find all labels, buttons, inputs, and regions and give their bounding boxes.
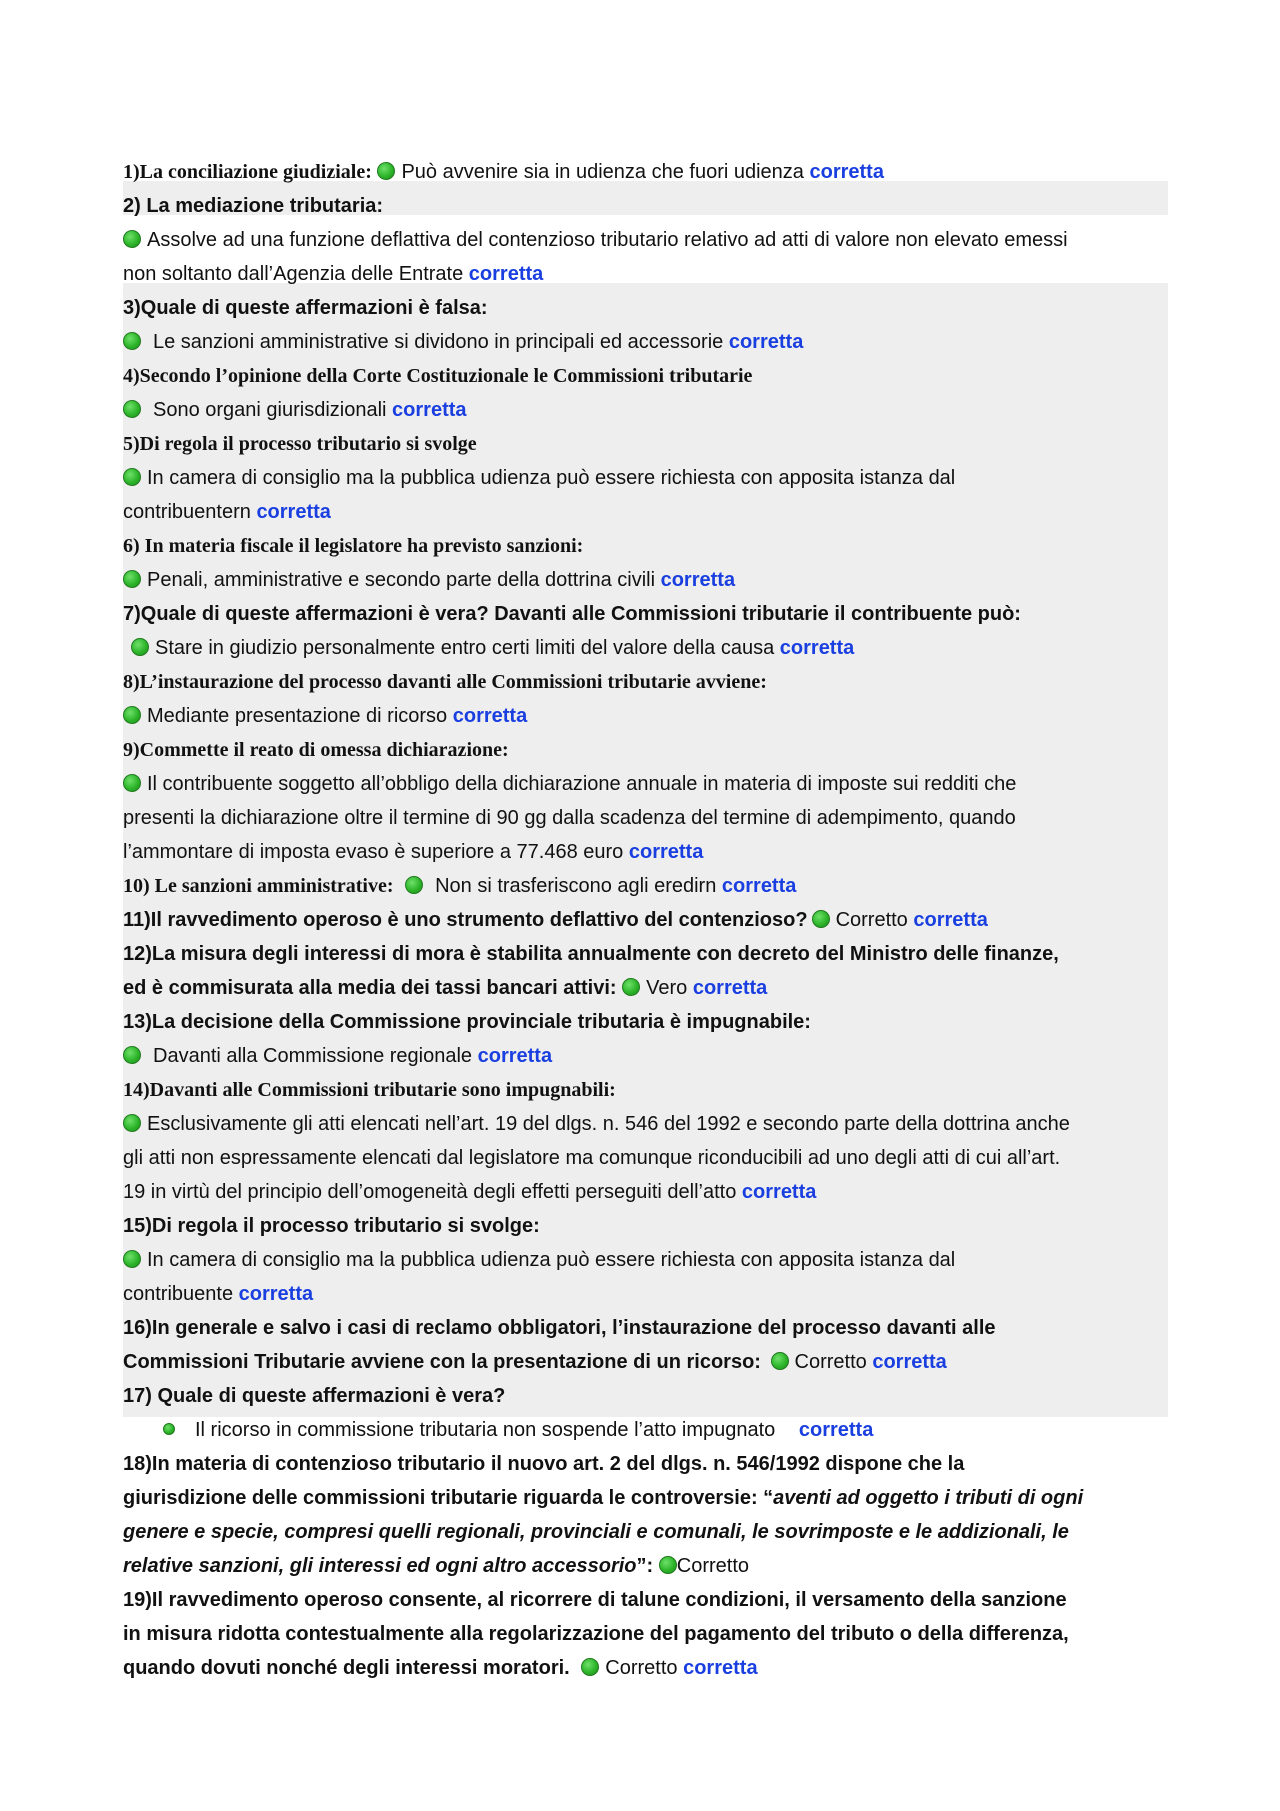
question-text: 2) La mediazione tributaria: [123, 195, 384, 217]
answer-text: contribuente [123, 1283, 234, 1305]
item-6-answer [123, 563, 1168, 597]
answer-text: Il ricorso in commissione tributaria non sospende l’atto impugnato [195, 1419, 776, 1441]
item-5-answer-cont [123, 495, 1168, 529]
green-circle-icon [123, 230, 141, 248]
item-7-question [123, 597, 1168, 631]
answer-text: Stare in giudizio personalmente entro certi limiti del valore della causa [155, 637, 775, 659]
answer-text: contribuentern [123, 501, 251, 523]
green-circle-icon [131, 638, 149, 656]
question-text: 14)Davanti alle Commissioni tributarie sono impugnabili: [123, 1079, 616, 1101]
item-18-question-cont [123, 1549, 1168, 1583]
question-text: 8)L’instaurazione del processo davanti alle Commissioni tributarie avviene: [123, 671, 767, 693]
answer-text: Mediante presentazione di ricorso [147, 705, 448, 727]
correct-label: corretta [741, 1181, 817, 1203]
item-13-question [123, 1005, 1168, 1039]
answer-text: Le sanzioni amministrative si dividono in principali ed accessorie [153, 331, 724, 353]
item-19-question-cont [123, 1651, 1168, 1685]
answer-text: l’ammontare di imposta evaso è superiore a 77.468 euro [123, 841, 624, 863]
answer-text: In camera di consiglio ma la pubblica udienza può essere richiesta con apposita istanza dal [147, 1249, 956, 1271]
correct-label: corretta [256, 501, 331, 523]
correct-label: corretta [798, 1419, 874, 1441]
correct-label: corretta [468, 263, 544, 285]
item-8-answer [123, 699, 1168, 733]
item-15-answer [123, 1243, 1168, 1277]
item-2-answer-cont [123, 257, 1168, 291]
item-2-question [123, 189, 1168, 223]
question-text: 15)Di regola il processo tributario si svolge: [123, 1215, 540, 1237]
correct-label: corretta [477, 1045, 553, 1067]
green-circle-icon [123, 468, 141, 486]
question-text: 11)Il ravvedimento operoso è uno strumento deflattivo del contenzioso? [123, 909, 808, 931]
green-circle-icon [123, 774, 141, 792]
answer-text: Sono organi giurisdizionali [153, 399, 387, 421]
answer-text: Può avvenire sia in udienza che fuori udienza [401, 161, 804, 183]
question-text: 16)In generale e salvo i casi di reclamo obbligatori, l’instaurazione del processo davanti alle [123, 1317, 996, 1339]
answer-text: Corretto [676, 1555, 749, 1577]
correct-label: corretta [238, 1283, 314, 1305]
answer-text: Vero [646, 977, 688, 999]
item-5-question [123, 427, 1168, 461]
item-17-answer [123, 1413, 1168, 1447]
item-8-question [123, 665, 1168, 699]
question-text: 10) Le sanzioni amministrative: [123, 875, 394, 897]
item-9-answer-cont [123, 801, 1168, 835]
item-14-answer-cont [123, 1175, 1168, 1209]
green-circle-icon [622, 978, 640, 996]
question-text: ”: [636, 1555, 654, 1577]
green-circle-icon [771, 1352, 789, 1370]
green-circle-icon [123, 706, 141, 724]
item-4-question [123, 359, 1168, 393]
question-text: ed è commisurata alla media dei tassi bancari attivi: [123, 977, 617, 999]
answer-text: Corretto [835, 909, 908, 931]
item-15-answer-cont [123, 1277, 1168, 1311]
green-circle-icon [123, 332, 141, 350]
correct-label: corretta [779, 637, 855, 659]
question-text: 4)Secondo l’opinione della Corte Costituzionale le Commissioni tributarie [123, 365, 753, 387]
question-text: Commissioni Tributarie avviene con la presentazione di un ricorso: [123, 1351, 761, 1373]
correct-label: corretta [452, 705, 528, 727]
green-circle-icon [405, 876, 423, 894]
item-17-question [123, 1379, 1168, 1413]
question-text: 6) In materia fiscale il legislatore ha previsto sanzioni: [123, 535, 584, 557]
item-7-answer [123, 631, 1168, 665]
question-text: 1)La conciliazione giudiziale: [123, 161, 372, 183]
answer-text: Non si trasferiscono agli eredirn [435, 875, 717, 897]
correct-label: corretta [392, 399, 467, 421]
question-text: 3)Quale di queste affermazioni è falsa: [123, 297, 488, 319]
question-text: 17) Quale di queste affermazioni è vera? [123, 1385, 506, 1407]
answer-text: Penali, amministrative e secondo parte della dottrina civili [147, 569, 656, 591]
item-1 [123, 155, 1168, 189]
item-12-question [123, 937, 1168, 971]
answer-text: Corretto [794, 1351, 867, 1373]
correct-label: corretta [660, 569, 736, 591]
question-text: quando dovuti nonché degli interessi moratori. [123, 1657, 570, 1679]
answer-text: presenti la dichiarazione oltre il termine di 90 gg dalla scadenza del termine di adempimento, quando [123, 807, 1016, 829]
correct-label: corretta [913, 909, 988, 931]
item-11 [123, 903, 1168, 937]
question-text: 18)In materia di contenzioso tributario il nuovo art. 2 del dlgs. n. 546/1992 dispone che la [123, 1453, 965, 1475]
item-14-answer-cont [123, 1141, 1168, 1175]
item-2-answer [123, 223, 1168, 257]
green-circle-icon [123, 1114, 141, 1132]
item-9-answer-cont [123, 835, 1168, 869]
item-4-answer [123, 393, 1168, 427]
green-circle-icon [123, 570, 141, 588]
item-19-question-cont [123, 1617, 1168, 1651]
green-circle-icon [123, 400, 141, 418]
item-19-question [123, 1583, 1168, 1617]
question-text: 7)Quale di queste affermazioni è vera? Davanti alle Commissioni tributarie il contribuente può: [123, 603, 1021, 625]
correct-label: corretta [692, 977, 768, 999]
item-18-question [123, 1447, 1168, 1481]
answer-text: Esclusivamente gli atti elencati nell’art. 19 del dlgs. n. 546 del 1992 e secondo parte della dottrina anche [147, 1113, 1070, 1135]
answer-text: 19 in virtù del principio dell’omogeneità degli effetti perseguiti dell’atto [123, 1181, 737, 1203]
correct-label: corretta [872, 1351, 947, 1373]
green-circle-icon [123, 1046, 141, 1064]
correct-label: corretta [809, 161, 884, 183]
green-circle-icon [581, 1658, 599, 1676]
quoted-text: aventi ad oggetto i tributi di ogni [773, 1487, 1084, 1509]
quiz-content [123, 155, 1168, 1685]
correct-label: corretta [721, 875, 797, 897]
item-18-question-cont [123, 1481, 1168, 1515]
item-18-question-cont [123, 1515, 1168, 1549]
item-16-question-cont [123, 1345, 1168, 1379]
question-text: giurisdizione delle commissioni tributarie riguarda le controversie: “ [123, 1487, 774, 1509]
green-circle-icon [163, 1423, 175, 1435]
item-9-question [123, 733, 1168, 767]
item-9-answer [123, 767, 1168, 801]
answer-text: Il contribuente soggetto all’obbligo della dichiarazione annuale in materia di imposte sui redditi che [147, 773, 1017, 795]
question-text: in misura ridotta contestualmente alla regolarizzazione del pagamento del tributo o della differenza, [123, 1623, 1069, 1645]
item-3-answer [123, 325, 1168, 359]
green-circle-icon [123, 1250, 141, 1268]
answer-text: In camera di consiglio ma la pubblica udienza può essere richiesta con apposita istanza dal [147, 467, 956, 489]
answer-text: Davanti alla Commissione regionale [153, 1045, 473, 1067]
question-text: 13)La decisione della Commissione provinciale tributaria è impugnabile: [123, 1011, 811, 1033]
correct-label: corretta [683, 1657, 758, 1679]
item-6-question [123, 529, 1168, 563]
green-circle-icon [377, 162, 395, 180]
quoted-text: genere e specie, compresi quelli regionali, provinciali e comunali, le sovrimposte e le addizionali, le [123, 1521, 1069, 1543]
green-circle-icon [812, 910, 830, 928]
answer-text: Assolve ad una funzione deflattiva del contenzioso tributario relativo ad atti di valore non elevato emessi [147, 229, 1068, 251]
question-text: 9)Commette il reato di omessa dichiarazione: [123, 739, 509, 761]
question-text: 12)La misura degli interessi di mora è stabilita annualmente con decreto del Ministro delle finanze, [123, 943, 1059, 965]
item-13-answer [123, 1039, 1168, 1073]
item-12-question-cont [123, 971, 1168, 1005]
correct-label: corretta [728, 331, 804, 353]
quoted-text: relative sanzioni, gli interessi ed ogni altro accessorio [123, 1555, 637, 1577]
item-15-question [123, 1209, 1168, 1243]
item-5-answer [123, 461, 1168, 495]
question-text: 5)Di regola il processo tributario si svolge [123, 433, 477, 455]
item-16-question [123, 1311, 1168, 1345]
green-circle-icon [659, 1556, 677, 1574]
question-text: 19)Il ravvedimento operoso consente, al ricorrere di talune condizioni, il versamento della sanzione [123, 1589, 1067, 1611]
answer-text: gli atti non espressamente elencati dal legislatore ma comunque riconducibili ad uno degli atti di cui all’art. [123, 1147, 1061, 1169]
item-3-question [123, 291, 1168, 325]
correct-label: corretta [628, 841, 704, 863]
answer-text: non soltanto dall’Agenzia delle Entrate [123, 263, 464, 285]
item-10 [123, 869, 1168, 903]
item-14-question [123, 1073, 1168, 1107]
answer-text: Corretto [605, 1657, 678, 1679]
item-14-answer [123, 1107, 1168, 1141]
